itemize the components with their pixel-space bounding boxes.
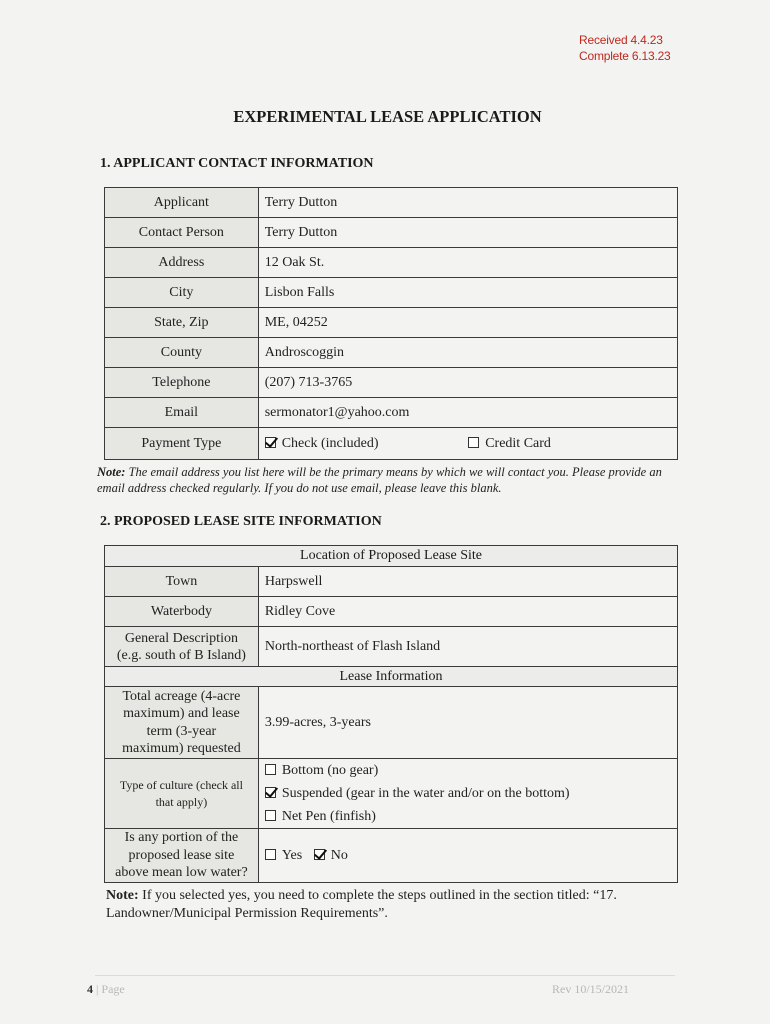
page-word: | Page (96, 982, 125, 996)
table-row (105, 546, 678, 567)
note-label: Note: (106, 888, 139, 903)
applicant-contact-table (104, 187, 678, 460)
general-description-value[interactable]: North-northeast of Flash Island (258, 627, 677, 667)
no-label: No (330, 847, 348, 863)
field-label (105, 627, 259, 667)
table-row (105, 829, 678, 883)
low-water-options (258, 829, 677, 883)
state-zip-value[interactable]: ME, 04252 (258, 308, 677, 338)
footer-revision: Rev 10/15/2021 (552, 982, 629, 996)
culture-options (258, 759, 677, 829)
footer-page (87, 982, 125, 997)
note-text: If you selected yes, you need to complete the steps outlined in the section titled: “17. Landowner/Municipal Permission Requirements”. (106, 888, 617, 921)
page-title: EXPERIMENTAL LEASE APPLICATION (233, 107, 542, 126)
table-row (105, 398, 678, 428)
lease-info-header: Lease Information (105, 667, 678, 687)
town-value[interactable]: Harpswell (258, 567, 677, 597)
table-row (105, 308, 678, 338)
email-note (97, 464, 667, 496)
section2-heading: 2. PROPOSED LEASE SITE INFORMATION (100, 514, 382, 529)
table-row (105, 278, 678, 308)
received-date: Received 4.4.23 (579, 33, 663, 47)
payment-check-label: Check (included) (281, 435, 379, 451)
section1-heading: 1. APPLICANT CONTACT INFORMATION (100, 156, 374, 171)
location-header: Location of Proposed Lease Site (105, 546, 678, 567)
culture-option-label: Suspended (gear in the water and/or on the bottom) (281, 786, 570, 801)
field-label: Email (105, 398, 259, 428)
county-value[interactable]: Androscoggin (258, 338, 677, 368)
field-label: County (105, 338, 259, 368)
checkbox-empty-icon[interactable] (265, 810, 276, 821)
email-value[interactable]: sermonator1@yahoo.com (258, 398, 677, 428)
table-row (105, 188, 678, 218)
table-row (105, 597, 678, 627)
checkbox-checked-icon[interactable] (265, 787, 276, 798)
table-row (105, 567, 678, 597)
checkbox-checked-icon[interactable] (265, 437, 276, 448)
payment-type-options (258, 428, 677, 460)
culture-option-suspended[interactable] (265, 782, 671, 805)
field-label: Town (105, 567, 259, 597)
payment-credit-label: Credit Card (485, 435, 551, 451)
applicant-value[interactable]: Terry Dutton (258, 188, 677, 218)
field-label: City (105, 278, 259, 308)
table-row (105, 627, 678, 667)
payment-credit-option[interactable] (468, 436, 551, 452)
footer-divider (95, 975, 675, 976)
table-row (105, 667, 678, 687)
checkbox-empty-icon[interactable] (468, 437, 479, 448)
lease-site-table (104, 545, 678, 883)
culture-option-label: Net Pen (finfish) (281, 809, 376, 824)
field-label: Address (105, 248, 259, 278)
note-text: The email address you list here will be the primary means by which we will contact you. Please provide an email address checked regularly. If you do not use email, please leave this blank. (97, 465, 662, 495)
address-value[interactable]: 12 Oak St. (258, 248, 677, 278)
table-row (105, 248, 678, 278)
field-label: Contact Person (105, 218, 259, 248)
field-label: Payment Type (105, 428, 259, 460)
low-water-label: Is any portion of the proposed lease site above mean low water? (105, 829, 259, 883)
table-row (105, 687, 678, 759)
field-label: State, Zip (105, 308, 259, 338)
field-label: Telephone (105, 368, 259, 398)
payment-check-option[interactable] (265, 436, 465, 452)
general-description-label: General Description (124, 630, 238, 646)
telephone-value[interactable]: (207) 713-3765 (258, 368, 677, 398)
culture-option-net-pen[interactable] (265, 805, 671, 828)
culture-option-label: Bottom (no gear) (281, 763, 379, 778)
acreage-value[interactable]: 3.99-acres, 3-years (258, 687, 677, 759)
checkbox-empty-icon[interactable] (265, 764, 276, 775)
general-description-example: (e.g. south of B Island) (116, 647, 246, 663)
low-water-no-option[interactable] (314, 848, 348, 864)
checkbox-empty-icon[interactable] (265, 849, 276, 860)
page-number: 4 (87, 982, 93, 996)
table-row (105, 338, 678, 368)
note-label: Note: (97, 465, 126, 479)
yes-label: Yes (281, 847, 303, 863)
table-row (105, 759, 678, 829)
checkbox-checked-icon[interactable] (314, 849, 325, 860)
complete-date: Complete 6.13.23 (579, 49, 671, 63)
culture-option-bottom[interactable] (265, 759, 671, 782)
low-water-yes-option[interactable] (265, 848, 302, 864)
received-stamp (579, 32, 671, 64)
table-row (105, 428, 678, 460)
table-row (105, 218, 678, 248)
culture-label: Type of culture (check all that apply) (105, 759, 259, 829)
table-row (105, 368, 678, 398)
field-label: Applicant (105, 188, 259, 218)
acreage-label: Total acreage (4-acre maximum) and lease term (3-year maximum) requested (105, 687, 259, 759)
contact-person-value[interactable]: Terry Dutton (258, 218, 677, 248)
low-water-note (106, 887, 666, 923)
field-label: Waterbody (105, 597, 259, 627)
waterbody-value[interactable]: Ridley Cove (258, 597, 677, 627)
city-value[interactable]: Lisbon Falls (258, 278, 677, 308)
